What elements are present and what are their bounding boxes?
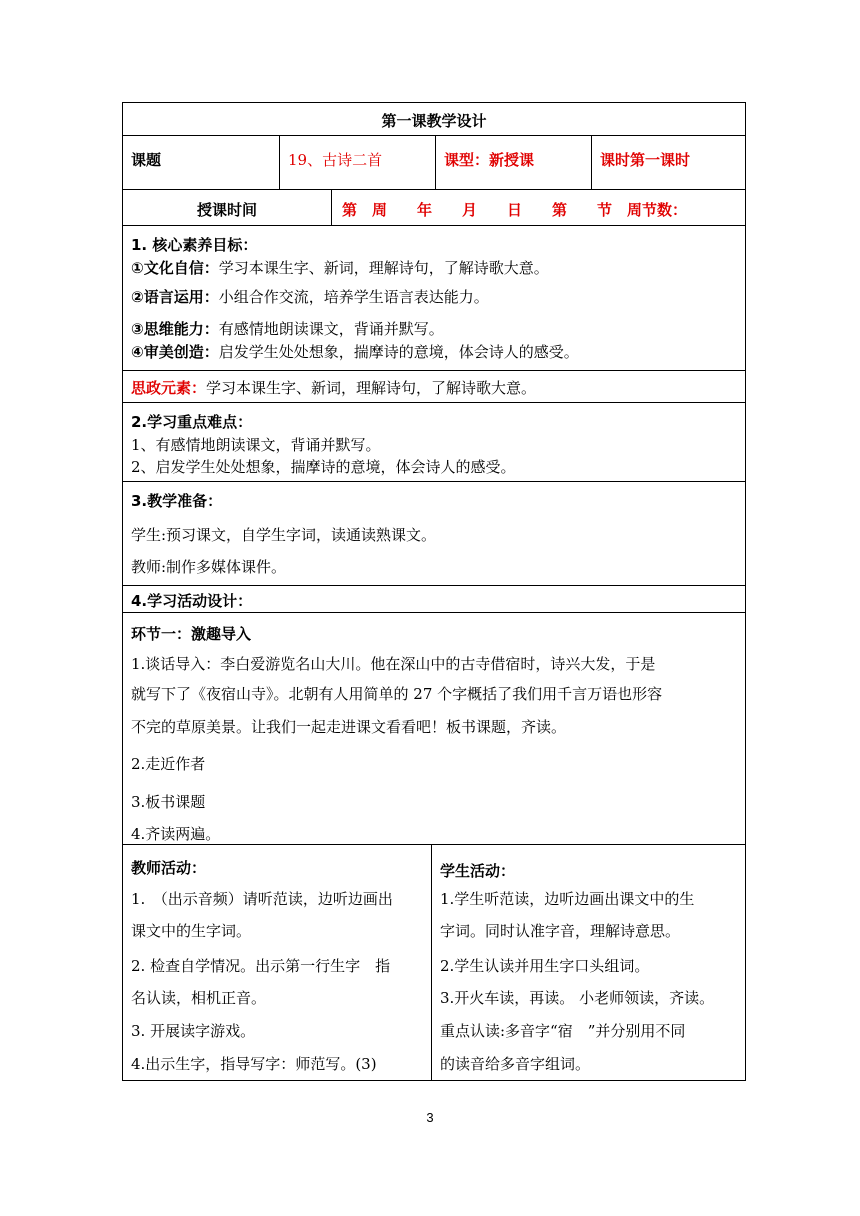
prep-section — [123, 481, 745, 585]
key-point-item: 2、启发学生处处想象，揣摩诗的意境，体会诗人的感受。 — [131, 458, 516, 476]
section1-line: 3.板书课题 — [131, 793, 206, 811]
core-goal-item: ③思维能力：有感情地朗读课文，背诵并默写。 — [131, 320, 444, 338]
table-title: 第一课教学设计 — [381, 112, 487, 130]
student-activity-line: 字词。同时认准字音，理解诗意思。 — [440, 922, 681, 940]
key-point-item: 1、有感情地朗读课文，背诵并默写。 — [131, 436, 381, 454]
section1-line: 4.齐读两遍。 — [131, 825, 221, 843]
topic-label: 课题 — [131, 151, 162, 169]
sizheng-row — [123, 370, 745, 402]
section1 — [123, 612, 745, 844]
student-activity-cell — [431, 845, 745, 1080]
activity-heading: 4.学习活动设计： — [131, 592, 253, 610]
teacher-activity-line: 课文中的生字词。 — [131, 922, 252, 940]
student-activity-line: 2.学生认读并用生字口头组词。 — [440, 957, 650, 975]
topic-row — [123, 135, 745, 189]
student-activity-line: 重点认读:多音字“宿 ”并分别用不同 — [440, 1022, 686, 1040]
core-goals-section — [123, 225, 745, 370]
teacher-activity-line: 1. （出示音频）请听范读，边听边画出 — [131, 890, 393, 908]
sizheng-text: 思政元素：学习本课生字、新词，理解诗句，了解诗歌大意。 — [131, 379, 537, 397]
student-activity-line: 3.开火车读，再读。 小老师领读，齐读。 — [440, 989, 715, 1007]
key-points-heading: 2.学习重点难点： — [131, 413, 253, 431]
core-goal-item: ①文化自信：学习本课生字、新词，理解诗句，了解诗歌大意。 — [131, 259, 549, 277]
section1-line: 2.走近作者 — [131, 755, 206, 773]
student-activity-heading: 学生活动： — [440, 862, 516, 880]
teacher-activity-heading: 教师活动： — [131, 859, 207, 877]
topic-value: 19、古诗二首 — [288, 151, 383, 169]
lesson-type: 课型：新授课 — [444, 151, 535, 169]
teacher-activity-line: 4.出示生字，指导写字：师范写。(3) — [131, 1055, 377, 1073]
teacher-activity-line: 名认读，相机正音。 — [131, 989, 267, 1007]
page-number: 3 — [426, 1110, 434, 1125]
core-goal-item: ②语言运用：小组合作交流，培养学生语言表达能力。 — [131, 288, 489, 306]
prep-heading: 3.教学准备： — [131, 492, 223, 510]
title-row — [123, 103, 745, 135]
section1-heading: 环节一：激趣导入 — [131, 625, 252, 643]
prep-teacher: 教师:制作多媒体课件。 — [131, 558, 287, 576]
activity-heading-row — [123, 585, 745, 612]
lesson-plan-table — [122, 102, 746, 1081]
student-activity-line: 1.学生听范读，边听边画出课文中的生 — [440, 890, 695, 908]
section1-line: 就写下了《夜宿山寺》。北朝有人用简单的 27 个字概括了我们用千言万语也形容 — [131, 685, 663, 703]
student-activity-line: 的读音给多音字组词。 — [440, 1055, 591, 1073]
time-row — [123, 189, 745, 225]
section1-line: 不完的草原美景。让我们一起走进课文看看吧！板书课题，齐读。 — [131, 718, 567, 736]
core-goal-item: ④审美创造：启发学生处处想象，揣摩诗的意境，体会诗人的感受。 — [131, 343, 579, 361]
teacher-activity-line: 3. 开展读字游戏。 — [131, 1022, 256, 1040]
activities-row — [123, 844, 745, 1080]
time-value: 第 周 年 月 日 第 节 周节数： — [342, 201, 688, 219]
prep-student: 学生:预习课文，自学生字词，读通读熟课文。 — [131, 526, 437, 544]
time-label: 授课时间 — [196, 201, 257, 219]
teacher-activity-line: 2. 检查自学情况。出示第一行生字 指 — [131, 957, 391, 975]
lesson-period: 课时第一课时 — [600, 151, 691, 169]
teacher-activity-cell — [123, 845, 431, 1080]
key-points-section — [123, 402, 745, 481]
core-goals-heading: 1. 核心素养目标： — [131, 236, 258, 254]
section1-line: 1.谈话导入：李白爱游览名山大川。他在深山中的古寺借宿时，诗兴大发，于是 — [131, 655, 656, 673]
